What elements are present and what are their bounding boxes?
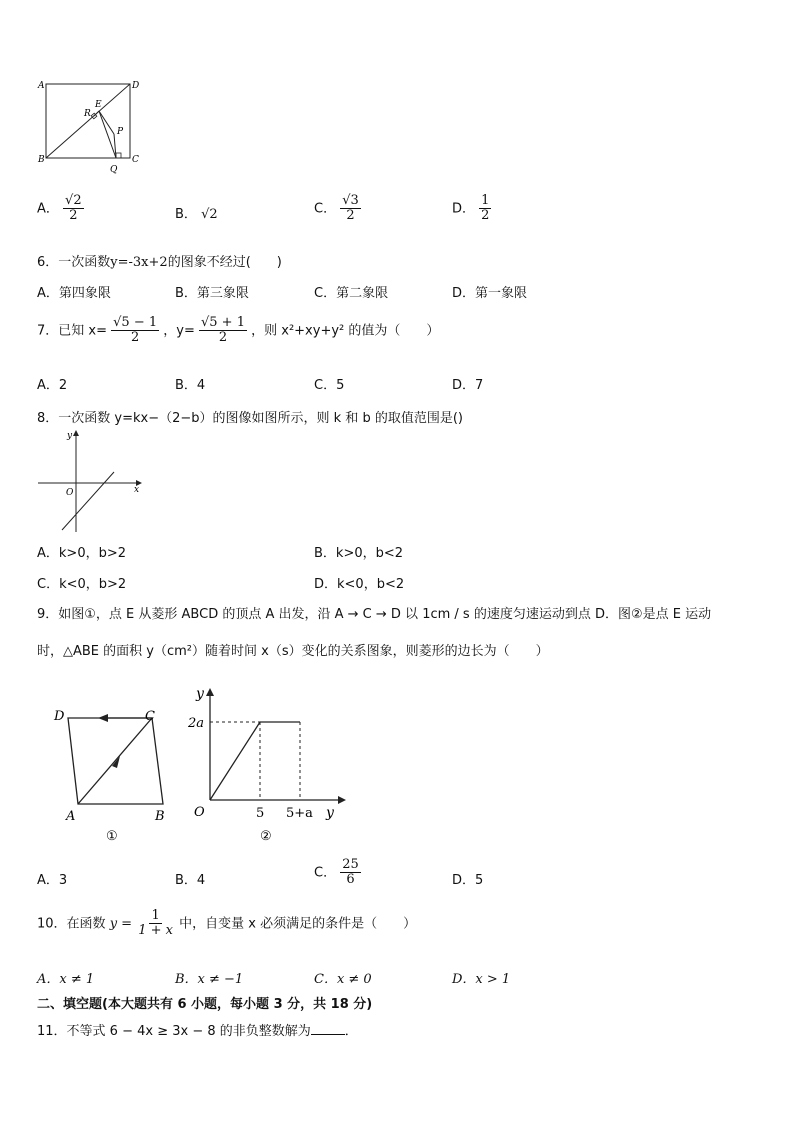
origin-label: O [66,488,74,498]
q6-stem: 6．一次函数y=-3x+2的图象不经过( ) [37,255,282,270]
y-fraction: $\frac{√5 + 1}{2}$ [201,315,245,346]
q9-option-a[interactable]: A．3 [37,873,68,888]
label-B: B [155,809,165,824]
figure-caption-1: ① [106,829,118,844]
q5-square-figure [34,74,144,176]
x-axis-label: x [134,485,140,495]
q8-graph [36,428,146,534]
option-value: √2 [201,207,218,222]
fraction: $\frac{1}{2}$ [481,193,490,224]
label-A: A [66,809,76,824]
q5-option-a[interactable] [37,194,84,224]
q7-option-a[interactable]: A．2 [37,378,68,393]
option-letter: A． [37,201,59,217]
q8-option-d[interactable]: D．k<0，b<2 [314,577,405,592]
q11-stem: 11．不等式 6 − 4x ≥ 3x − 8 的非负整数解为 ． [37,1024,358,1039]
q7-stem: 7．已知 x= $\frac{√5 - 1}{2}$ ，y= $\frac{√5 + 1}{2}$ ，则 x²+xy+y² 的值为（ ） [37,315,440,346]
option-letter: B． [175,207,197,222]
fraction: $\frac{√2}{2}$ [65,193,82,224]
option-letter: C． [314,201,337,217]
figure-caption-2: ② [260,829,272,844]
label-R: R [84,109,91,119]
q8-option-b[interactable]: B．k>0，b<2 [314,546,404,561]
fraction: $\frac{1}{1 + x}$ [138,908,173,939]
label-Q: Q [110,165,118,175]
q9-rhombus-figure [48,700,178,850]
q5-option-b[interactable] [175,203,218,222]
fraction: $\frac{25}{6}$ [342,857,359,888]
origin-label: O [194,805,205,820]
y-axis-label: y [196,686,204,702]
q10-option-b[interactable]: B．x ≠ −1 [175,972,244,987]
q7-option-c[interactable]: C．5 [314,378,345,393]
x-fraction: $\frac{√5 - 1}{2}$ [113,315,158,346]
label-P: P [117,127,124,137]
q8-option-a[interactable]: A．k>0，b>2 [37,546,127,561]
label-C: C [145,709,155,724]
label-B: B [38,155,45,165]
answer-blank[interactable] [311,1034,345,1035]
q9-area-graph [190,684,350,850]
q8-stem: 8．一次函数 y=kx−（2−b）的图像如图所示，则 k 和 b 的取值范围是() [37,411,463,426]
q5-option-d[interactable] [452,194,491,224]
q10-option-d[interactable]: D．x > 1 [452,972,511,987]
q10-option-c[interactable]: C．x ≠ 0 [314,972,372,987]
label-D: D [132,81,140,91]
q8-option-c[interactable]: C．k<0，b>2 [37,577,127,592]
q6-option-c[interactable]: C．第二象限 [314,286,389,301]
label-D: D [54,709,65,724]
fraction: $\frac{√3}{2}$ [342,193,359,224]
label-A: A [38,81,45,91]
q6-option-a[interactable]: A．第四象限 [37,286,111,301]
label-E: E [95,100,102,110]
tick-label-2: 5+a [286,806,313,821]
q6-option-b[interactable]: B．第三象限 [175,286,249,301]
q9-stem-line2: 时，△ABE 的面积 y（cm²）随着时间 x（s）变化的关系图象，则菱形的边长为（ ） [37,644,549,659]
q9-stem-line1: 9．如图①，点 E 从菱形 ABCD 的顶点 A 出发，沿 A → C → D 以 1cm / s 的速度匀速运动到点 D．图②是点 E 运动 [37,607,712,622]
q9-option-c[interactable]: C． $\frac{25}{6}$ [314,857,359,888]
q10-stem: 10．在函数 y = $\frac{1}{1 + x}$ 中，自变量 x 必须满足的条件是（ ） [37,908,417,939]
q10-option-a[interactable]: A．x ≠ 1 [37,972,95,987]
y-axis-label: y [67,431,73,441]
section-title: 二、填空题(本大题共有 6 小题，每小题 3 分，共 18 分) [37,997,373,1012]
tick-label-1: 5 [256,806,265,821]
q7-option-d[interactable]: D．7 [452,378,484,393]
q7-option-b[interactable]: B．4 [175,378,206,393]
q5-option-c[interactable] [314,194,361,224]
q9-option-b[interactable]: B．4 [175,873,206,888]
label-C: C [132,155,139,165]
q6-option-d[interactable]: D．第一象限 [452,286,528,301]
q9-option-d[interactable]: D．5 [452,873,484,888]
x-axis-label: y [326,805,334,821]
level-label: 2a [188,716,205,731]
option-letter: D． [452,201,476,217]
